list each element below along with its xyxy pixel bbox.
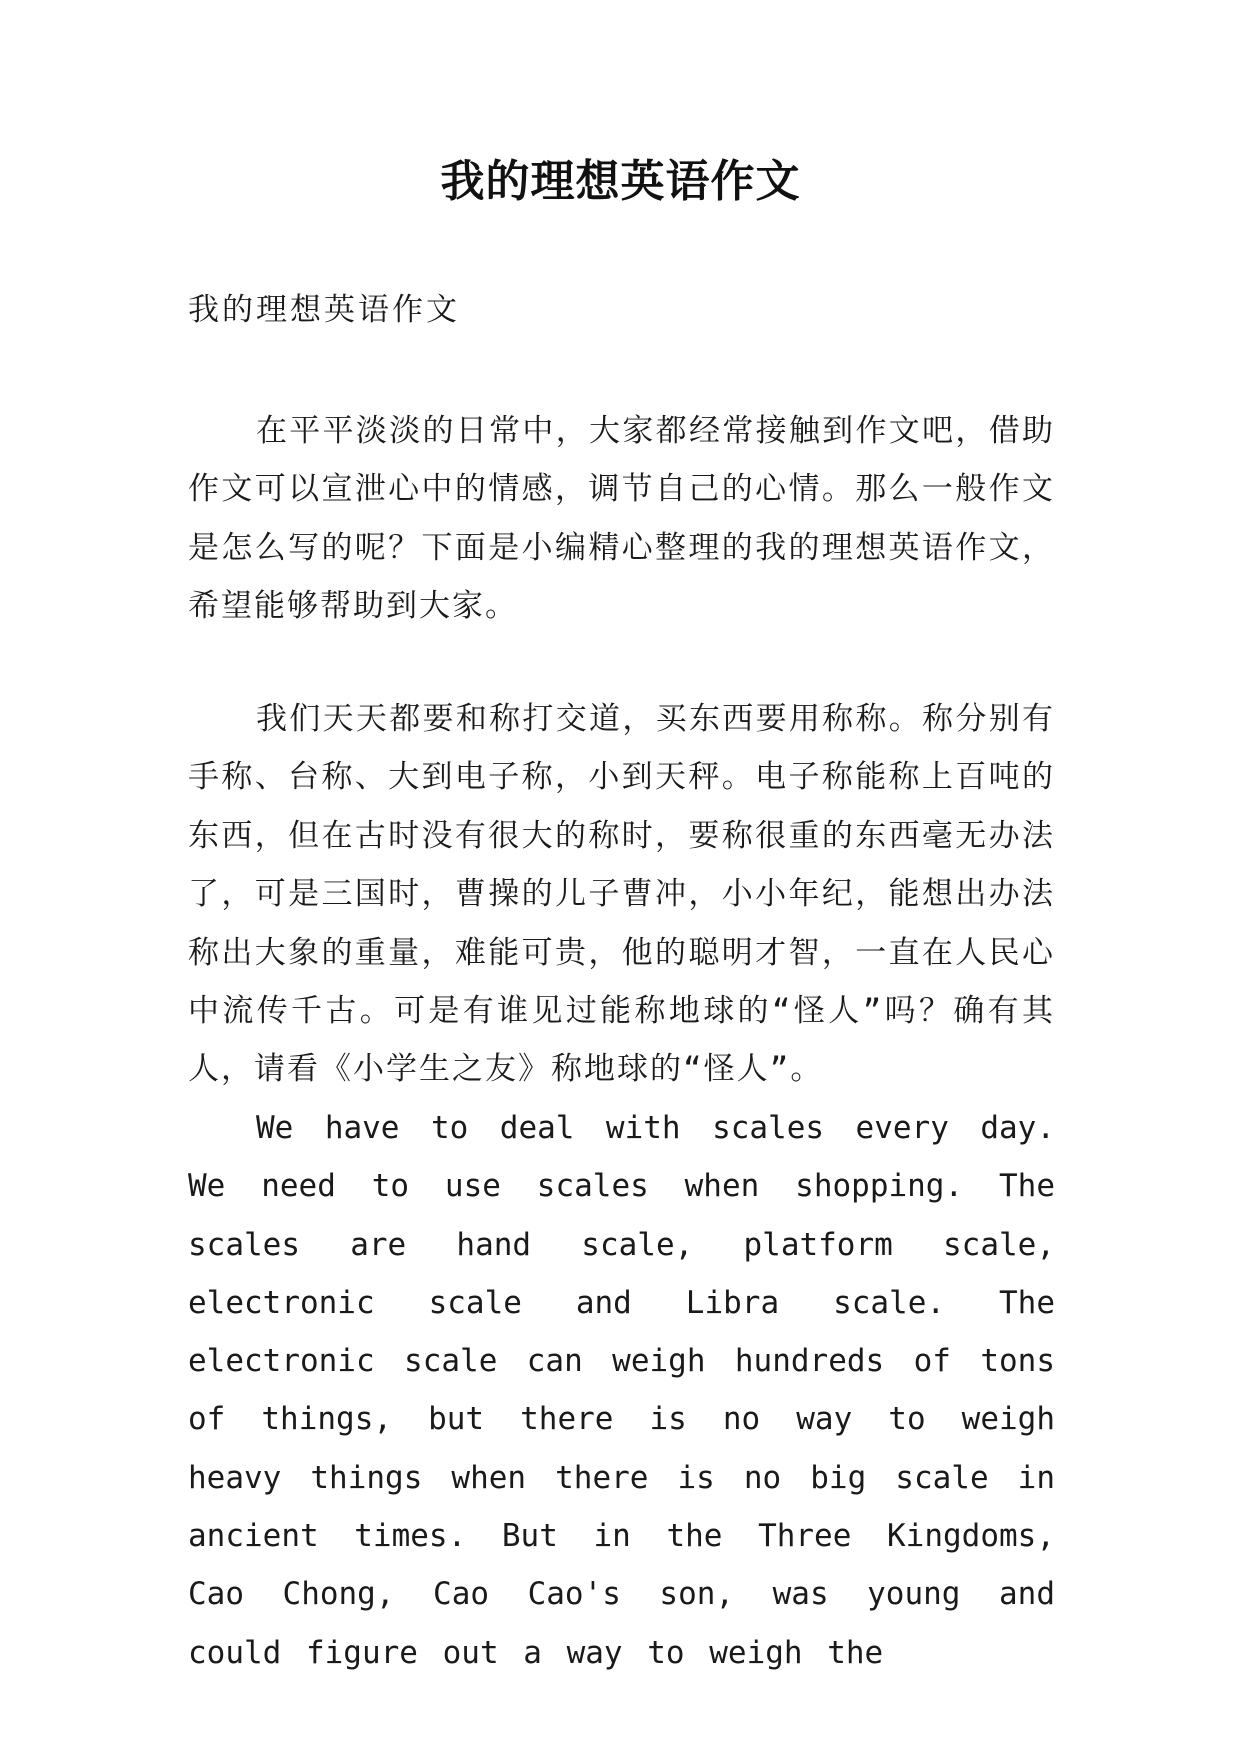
intro-paragraph: 在平平淡淡的日常中，大家都经常接触到作文吧，借助作文可以宣泄心中的情感，调节自己的心情。那么一般作文是怎么写的呢？下面是小编精心整理的我的理想英语作文，希望能够帮助到大家。 xyxy=(188,413,1055,625)
document-subtitle: 我的理想英语作文 xyxy=(188,292,460,328)
english-body-paragraph: We have to deal with scales every day. We need to use scales when shopping. The scales are hand scale, platform scale, electronic scale and Libra scale. The electronic scale can weigh hundreds of tons of things, but there is no way to weigh heavy things when there is no big scale in ancient times. But in the Three Kingdoms, Cao Chong, Cao Cao's son, was young and could figure out a way to weigh the xyxy=(188,1110,1055,1671)
chinese-body-paragraph: 我们天天都要和称打交道，买东西要用称称。称分别有手称、台称、大到电子称，小到天秤。电子称能称上百吨的东西，但在古时没有很大的称时，要称很重的东西毫无办法了，可是三国时，曹操的儿子曹冲，小小年纪，能想出办法称出大象的重量，难能可贵，他的聪明才智，一直在人民心中流传千古。可是有谁见过能称地球的“怪人”吗？确有其人，请看《小学生之友》称地球的“怪人”。 xyxy=(188,701,1055,1088)
document-title: 我的理想英语作文 xyxy=(440,156,801,207)
